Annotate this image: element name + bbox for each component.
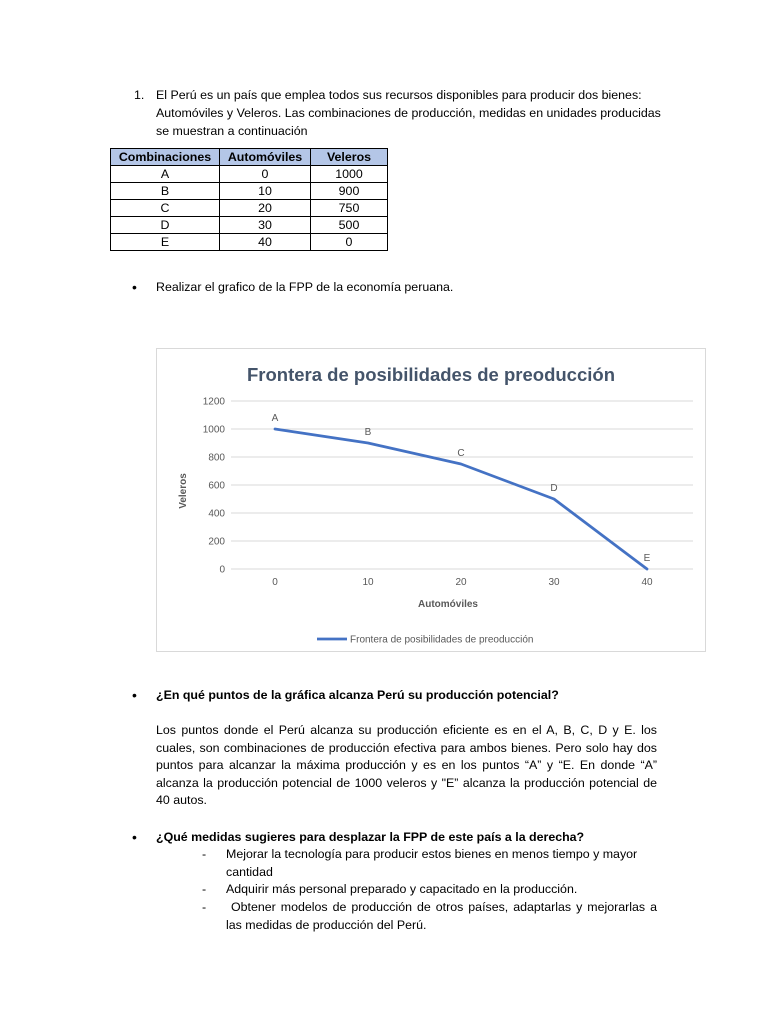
y-tick-label: 800 bbox=[208, 452, 225, 464]
y-tick-label: 1200 bbox=[202, 396, 225, 408]
table-cell: A bbox=[111, 166, 220, 183]
table-cell: 0 bbox=[311, 234, 388, 251]
ppf-chart bbox=[157, 349, 705, 651]
table-cell: 500 bbox=[311, 217, 388, 234]
table-cell: D bbox=[111, 217, 220, 234]
table-header: Combinaciones bbox=[111, 149, 220, 166]
data-label: E bbox=[643, 553, 651, 564]
data-label: B bbox=[364, 427, 372, 438]
y-tick-label: 200 bbox=[208, 536, 225, 548]
bullet-icon: • bbox=[132, 829, 137, 845]
table-row bbox=[111, 200, 388, 217]
x-tick-label: 20 bbox=[455, 577, 467, 588]
list-item: Obtener modelos de producción de otros países, adaptarlas y mejorarlas a las medidas de producción del Perú. bbox=[226, 900, 661, 932]
list-item: Mejorar la tecnología para producir estos bienes en menos tiempo y mayor cantidad bbox=[226, 847, 638, 879]
question-3-heading: ¿Qué medidas sugieres para desplazar la FPP de este país a la derecha? bbox=[156, 830, 585, 844]
y-tick-label: 600 bbox=[208, 480, 225, 492]
y-tick-label: 400 bbox=[208, 508, 225, 520]
y-axis-title: Veleros bbox=[178, 473, 189, 509]
question-2-heading: ¿En qué puntos de la gráfica alcanza Perú su producción potencial? bbox=[156, 688, 559, 702]
table-cell: B bbox=[111, 183, 220, 200]
x-tick-label: 0 bbox=[272, 577, 278, 588]
table-row bbox=[111, 183, 388, 200]
table-row bbox=[111, 234, 388, 251]
x-tick-label: 30 bbox=[548, 577, 560, 588]
data-label: D bbox=[550, 483, 558, 494]
combinations-table bbox=[110, 148, 388, 251]
table-header: Automóviles bbox=[220, 149, 311, 166]
x-axis-title: Automóviles bbox=[417, 599, 479, 610]
table-row bbox=[111, 166, 388, 183]
table-cell: E bbox=[111, 234, 220, 251]
chart-container bbox=[156, 348, 706, 652]
table-cell: 1000 bbox=[311, 166, 388, 183]
legend-label: Frontera de posibilidades de preoducción bbox=[350, 634, 534, 646]
table-header: Veleros bbox=[311, 149, 388, 166]
data-label: C bbox=[457, 448, 465, 459]
chart-title: Frontera de posibilidades de preoducción bbox=[246, 364, 616, 385]
table-header-row bbox=[111, 149, 388, 166]
table-cell: 20 bbox=[220, 200, 311, 217]
y-tick-label: 1000 bbox=[202, 424, 225, 436]
table-cell: 40 bbox=[220, 234, 311, 251]
table-row bbox=[111, 217, 388, 234]
dash-marker: - bbox=[202, 882, 207, 896]
data-label: A bbox=[271, 413, 279, 424]
dash-marker: - bbox=[202, 847, 207, 861]
question-1-text: El Perú es un país que emplea todos sus recursos disponibles para producir dos bienes: Automóviles y Veleros. Las combinaciones de producción, medidas en unidades producidas se muestran a continuación bbox=[156, 88, 661, 138]
table-cell: 0 bbox=[220, 166, 311, 183]
table-cell: 750 bbox=[311, 200, 388, 217]
table-cell: 30 bbox=[220, 217, 311, 234]
dash-marker: - bbox=[202, 900, 207, 914]
bullet-icon: • bbox=[132, 687, 137, 703]
table-cell: 10 bbox=[220, 183, 311, 200]
y-tick-label: 0 bbox=[219, 564, 225, 576]
x-tick-label: 10 bbox=[362, 577, 374, 588]
instruction-text: Realizar el grafico de la FPP de la economía peruana. bbox=[156, 280, 454, 294]
question-2-answer: Los puntos donde el Perú alcanza su producción eficiente es en el A, B, C, D y E. los cuales, son combinaciones de producción efectiva para ambos bienes. Pero solo hay dos puntos para alcanzar la máxima producción y es en los puntos “A” y “E. En donde “A” alcanza la producción potencial de 1000 veleros y "E” alcanza la producción potencial de 40 autos. bbox=[156, 723, 657, 807]
list-item: Adquirir más personal preparado y capacitado en la producción. bbox=[226, 882, 578, 896]
bullet-icon: • bbox=[132, 279, 137, 295]
list-number: 1. bbox=[134, 88, 145, 102]
table-cell: C bbox=[111, 200, 220, 217]
table-cell: 900 bbox=[311, 183, 388, 200]
x-tick-label: 40 bbox=[641, 577, 653, 588]
